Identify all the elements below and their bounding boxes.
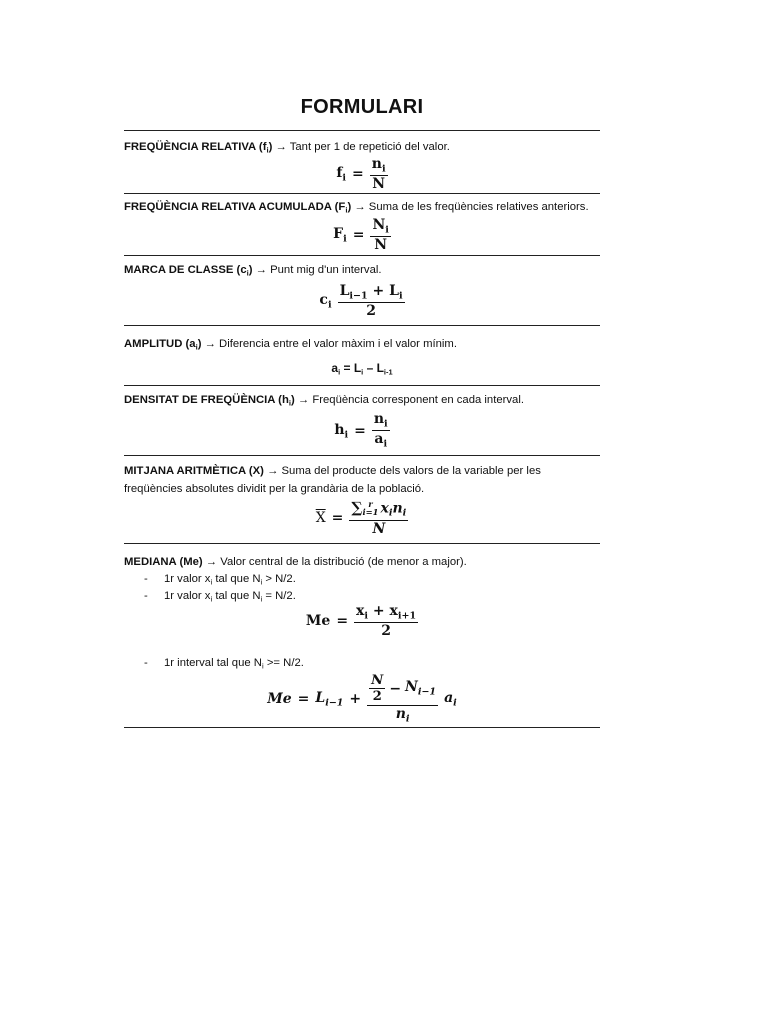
divider bbox=[124, 727, 600, 728]
divider bbox=[124, 325, 600, 326]
section-frequency-density: DENSITAT DE FREQÜÈNCIA $(h_i)$ → Freqüència corresponent en cada interval. bbox=[124, 394, 524, 408]
formula-amplitude: $a_i = L_i - L_{i-1}$ bbox=[331, 361, 393, 377]
section-description-continued: freqüències absolutes dividit per la grandària de la població. bbox=[124, 483, 425, 495]
section-name: FREQÜÈNCIA RELATIVA bbox=[124, 141, 256, 153]
divider bbox=[124, 193, 600, 194]
formula-frequency-density: $h_i$ = $\frac{n_i}{a_i}$ bbox=[334, 411, 388, 450]
divider bbox=[124, 455, 600, 456]
divider bbox=[124, 255, 600, 256]
section-median: MEDIANA (Me) → Valor central de la distribució (de menor a major). bbox=[124, 556, 467, 568]
formula-median-grouped: Me = $L_{i-1}$ + $\frac{N}{2}$ − $N_{i-1}$ $n_i$ $a_i$ bbox=[267, 673, 457, 724]
formula-arithmetic-mean: $\overline{X}$ = ∑ r i=1 $x_in_i$ N bbox=[315, 499, 407, 537]
section-description: → Tant per 1 de repetició del valor. bbox=[272, 141, 450, 153]
section-description: → Freqüència corresponent en cada interval. bbox=[294, 394, 524, 406]
divider bbox=[124, 385, 600, 386]
list-item: - 1r valor $x_i$ tal que $N_i = N/2$. bbox=[144, 590, 296, 604]
section-description: → Suma del producte dels valors de la variable per les bbox=[263, 465, 541, 477]
section-class-mark: MARCA DE CLASSE $(c_i)$ → Punt mig d'un interval. bbox=[124, 264, 382, 278]
section-description: → Valor central de la distribució (de menor a major). bbox=[202, 556, 467, 568]
section-description: → Diferencia entre el valor màxim i el valor mínim. bbox=[201, 338, 457, 350]
formula-class-mark: $c_i$ $\frac{L_{i-1} + L_i}{2}$ bbox=[319, 283, 403, 320]
formula-relative-frequency: $f_i$ = $\frac{n_i}{N}$ bbox=[336, 156, 386, 193]
formula-median-discrete: Me = $\frac{x_i + x_{i+1}}{2}$ bbox=[305, 603, 417, 640]
list-item: - 1r interval tal que $N_i >= N/2$. bbox=[144, 657, 304, 671]
section-name: MEDIANA bbox=[124, 556, 177, 568]
section-description: → Punt mig d'un interval. bbox=[252, 264, 382, 276]
page-title: FORMULARI bbox=[300, 96, 424, 118]
section-amplitude: AMPLITUD $(a_i)$ → Diferencia entre el valor màxim i el valor mínim. bbox=[124, 338, 457, 352]
section-name: DENSITAT DE FREQÜÈNCIA bbox=[124, 394, 276, 406]
section-description: → Suma de les freqüències relatives anteriors. bbox=[351, 201, 589, 213]
section-name: MITJANA ARITMÈTICA bbox=[124, 465, 246, 477]
divider bbox=[124, 130, 600, 131]
list-item: - 1r valor $x_i$ tal que $N_i > N/2$. bbox=[144, 573, 296, 587]
section-relative-frequency: FREQÜÈNCIA RELATIVA $(f_i)$ → Tant per 1 de repetició del valor. bbox=[124, 141, 450, 155]
formula-cumulative-relative-frequency: $F_i$ = $\frac{N_i}{N}$ bbox=[333, 217, 389, 254]
section-cumulative-relative-frequency: FREQÜÈNCIA RELATIVA ACUMULADA $(F_i)$ → Suma de les freqüències relatives anteriors. bbox=[124, 201, 589, 215]
divider bbox=[124, 543, 600, 544]
section-name: AMPLITUD bbox=[124, 338, 183, 350]
section-arithmetic-mean: MITJANA ARITMÈTICA (X) → Suma del producte dels valors de la variable per les bbox=[124, 465, 541, 477]
section-name: FREQÜÈNCIA RELATIVA ACUMULADA bbox=[124, 201, 332, 213]
section-name: MARCA DE CLASSE bbox=[124, 264, 234, 276]
